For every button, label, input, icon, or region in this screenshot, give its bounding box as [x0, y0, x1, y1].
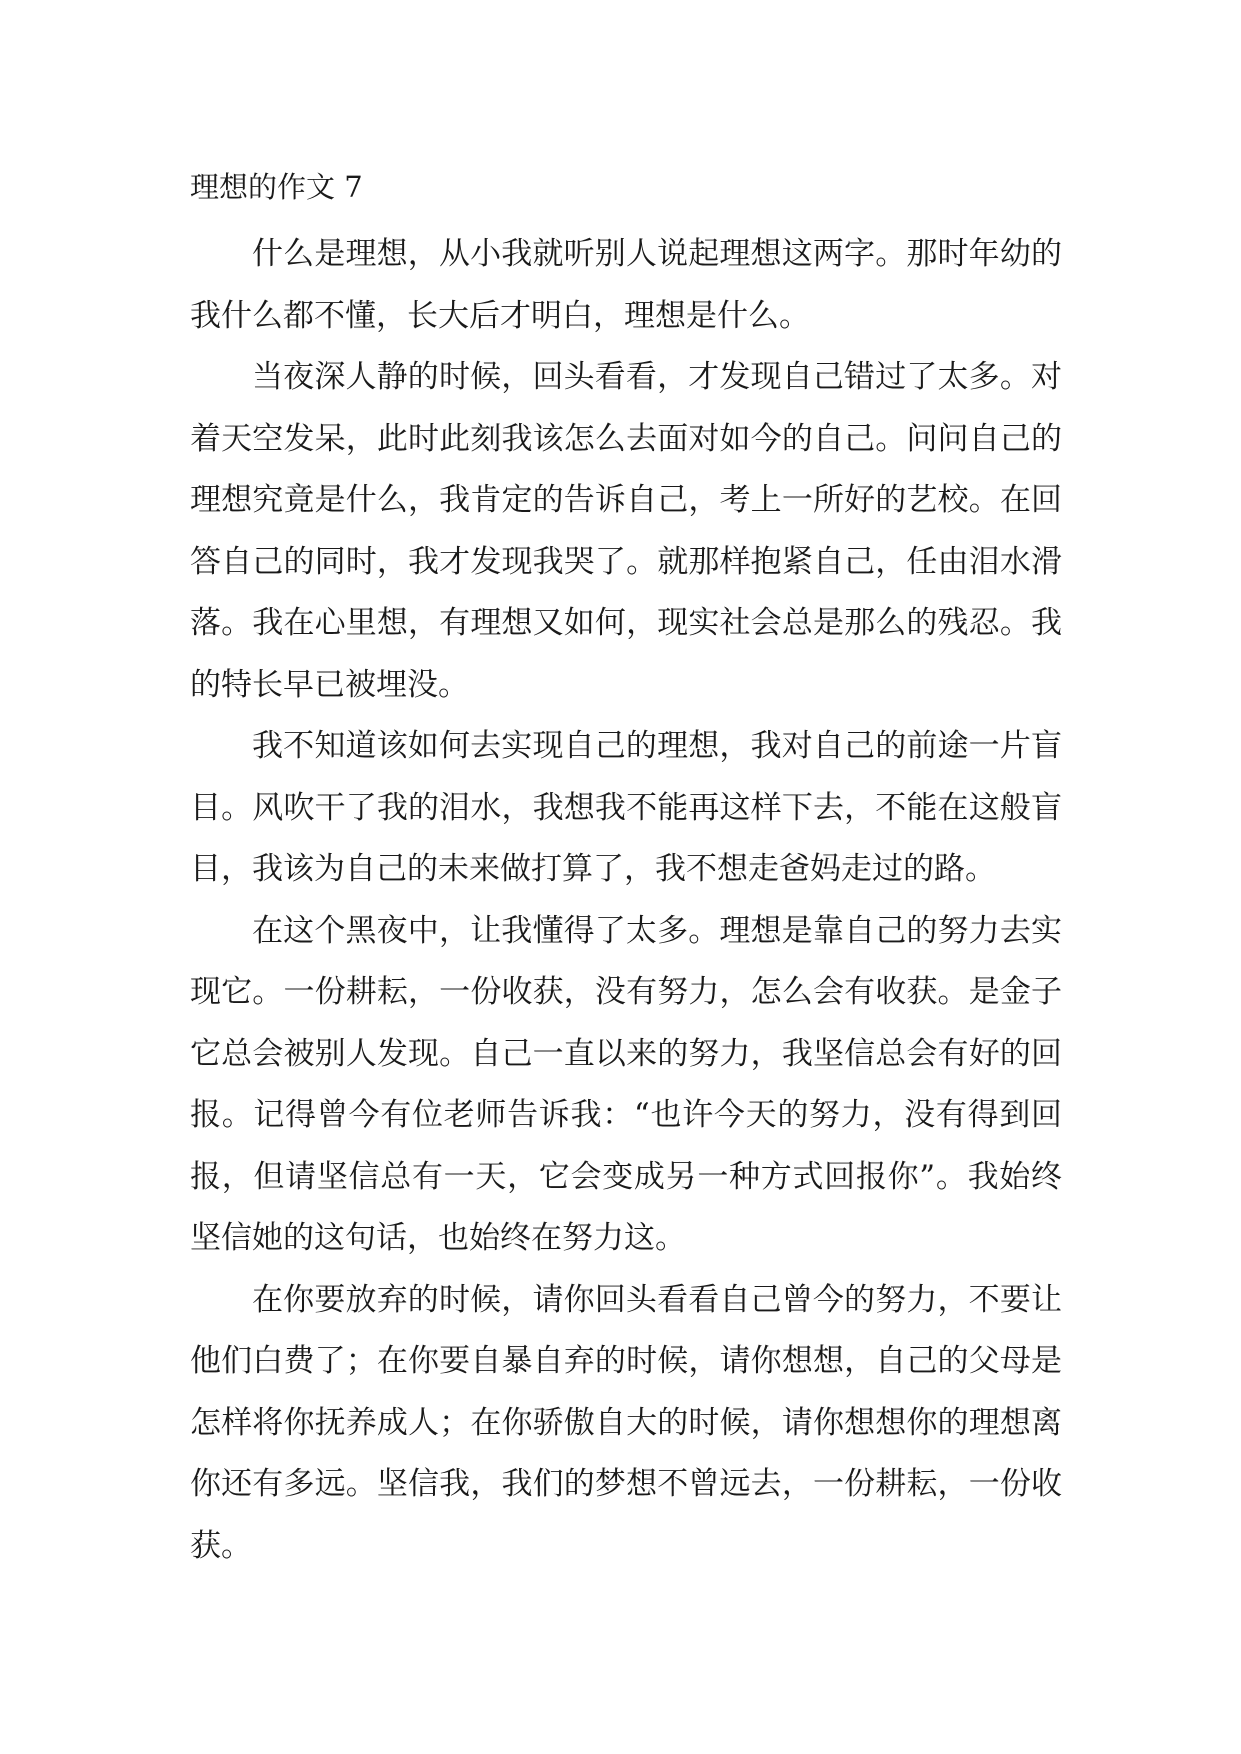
- paragraph-4: 在这个黑夜中，让我懂得了太多。理想是靠自己的努力去实现它。一份耕耘，一份收获，没有努力，怎么会有收获。是金子它总会被别人发现。自己一直以来的努力，我坚信总会有好的回报。记得曾今有位老师告诉我：“也许今天的努力，没有得到回报，但请坚信总有一天，它会变成另一种方式回报你”。我始终坚信她的这句话，也始终在努力这。: [190, 912, 1062, 1256]
- document-title: 理想的作文 7: [190, 170, 363, 204]
- paragraph-1: 什么是理想，从小我就听别人说起理想这两字。那时年幼的我什么都不懂，长大后才明白，理想是什么。: [190, 236, 1062, 334]
- document-body: [190, 224, 1062, 1577]
- paragraph-5: 在你要放弃的时候，请你回头看看自己曾今的努力，不要让他们白费了；在你要自暴自弃的时候，请你想想，自己的父母是怎样将你抚养成人；在你骄傲自大的时候，请你想想你的理想离你还有多远。坚信我，我们的梦想不曾远去，一份耕耘，一份收获。: [190, 1281, 1062, 1564]
- paragraph-3: 我不知道该如何去实现自己的理想，我对自己的前途一片盲目。风吹干了我的泪水，我想我不能再这样下去，不能在这般盲目，我该为自己的未来做打算了，我不想走爸妈走过的路。: [190, 728, 1062, 887]
- paragraph-2: 当夜深人静的时候，回头看看，才发现自己错过了太多。对着天空发呆，此时此刻我该怎么去面对如今的自己。问问自己的理想究竟是什么，我肯定的告诉自己，考上一所好的艺校。在回答自己的同时，我才发现我哭了。就那样抱紧自己，任由泪水滑落。我在心里想，有理想又如何，现实社会总是那么的残忍。我的特长早已被埋没。: [190, 359, 1062, 703]
